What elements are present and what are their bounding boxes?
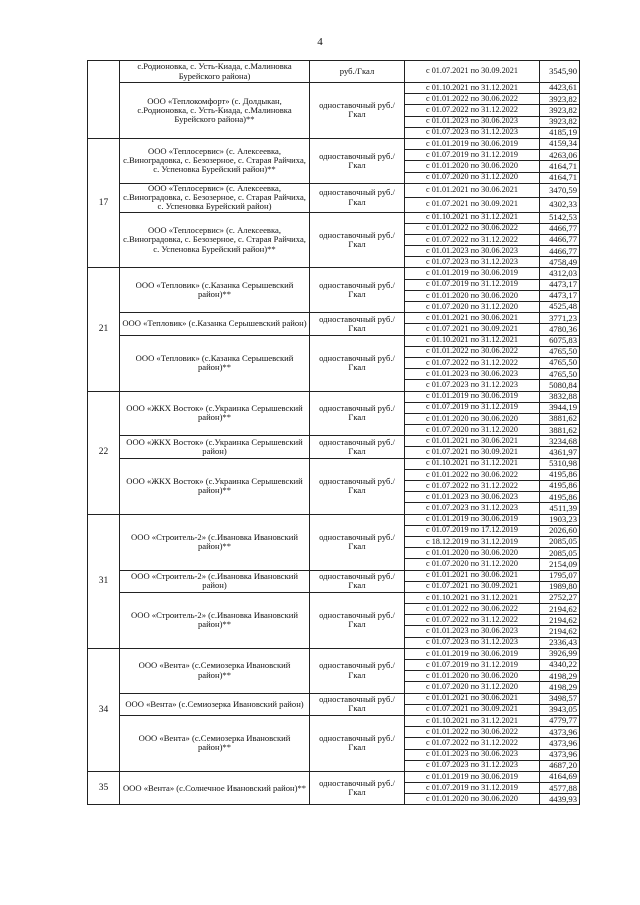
- tariff-value: 4195,86: [540, 469, 580, 480]
- tariff-type: одноставочный руб./Гкал: [310, 514, 405, 570]
- tariff-value: 4466,77: [540, 246, 580, 257]
- tariff-value: 4159,34: [540, 138, 580, 149]
- period: с 01.07.2023 по 31.12.2023: [405, 503, 540, 514]
- tariff-value: 2752,27: [540, 592, 580, 603]
- tariff-value: 3923,82: [540, 105, 580, 116]
- organization-name: ООО «ЖКХ Восток» (с.Украинка Серышевский район)**: [120, 458, 310, 514]
- tariff-value: 2085,05: [540, 548, 580, 559]
- table-row: [88, 335, 580, 346]
- tariff-value: 4185,19: [540, 127, 580, 138]
- table-row: [88, 693, 580, 704]
- tariff-value: 4765,50: [540, 369, 580, 380]
- period: с 01.07.2019 по 31.12.2019: [405, 783, 540, 794]
- organization-name: ООО «Вента» (с.Семиозерка Ивановский район)**: [120, 648, 310, 693]
- table-row: [88, 61, 580, 83]
- tariff-value: 2194,62: [540, 604, 580, 615]
- period: с 01.01.2023 по 30.06.2023: [405, 492, 540, 503]
- tariff-value: 3470,59: [540, 183, 580, 197]
- tariff-value: 3771,23: [540, 313, 580, 324]
- period: с 01.01.2019 по 30.06.2019: [405, 771, 540, 782]
- table-row: [88, 648, 580, 659]
- tariff-value: 3944,19: [540, 402, 580, 413]
- tariff-value: 1903,23: [540, 514, 580, 525]
- tariff-value: 4779,77: [540, 715, 580, 726]
- row-number: 35: [88, 771, 120, 805]
- organization-name: ООО «Теплосервис» (с. Алексеевка, с.Виноградовка, с. Безозерное, с. Старая Райчиха, с. Успеновка Бурейский район): [120, 183, 310, 212]
- tariff-value: 4302,33: [540, 198, 580, 212]
- table-row: [88, 83, 580, 94]
- page-number: 4: [317, 36, 323, 48]
- tariff-type: одноставочный руб./Гкал: [310, 391, 405, 436]
- tariff-value: 4466,77: [540, 223, 580, 234]
- tariff-type: одноставочный руб./Гкал: [310, 771, 405, 805]
- tariff-value: 4195,86: [540, 492, 580, 503]
- organization-name: с.Родионовка, с. Усть-Киада, с.Малиновка Бурейского района): [120, 61, 310, 83]
- tariff-value: 4263,06: [540, 150, 580, 161]
- period: с 01.01.2021 по 30.06.2021: [405, 570, 540, 581]
- tariff-value: 4780,36: [540, 324, 580, 335]
- organization-name: ООО «Тепловик» (с.Казанка Серышевский район): [120, 313, 310, 335]
- period: с 01.01.2023 по 30.06.2023: [405, 116, 540, 127]
- tariff-type: одноставочный руб./Гкал: [310, 715, 405, 771]
- period: с 01.07.2019 по 31.12.2019: [405, 279, 540, 290]
- tariff-value: 4164,69: [540, 771, 580, 782]
- table-row: [88, 212, 580, 223]
- tariff-type: одноставочный руб./Гкал: [310, 570, 405, 592]
- period: с 01.07.2020 по 31.12.2020: [405, 559, 540, 570]
- period: с 01.07.2022 по 31.12.2022: [405, 357, 540, 368]
- tariff-type: одноставочный руб./Гкал: [310, 212, 405, 268]
- tariff-value: 4577,88: [540, 783, 580, 794]
- period: с 01.07.2019 по 31.12.2019: [405, 150, 540, 161]
- period: с 01.10.2021 по 31.12.2021: [405, 335, 540, 346]
- organization-name: ООО «ЖКХ Восток» (с.Украинка Серышевский район)**: [120, 391, 310, 436]
- period: с 01.01.2023 по 30.06.2023: [405, 626, 540, 637]
- tariff-value: 4473,17: [540, 290, 580, 301]
- tariff-value: 4758,49: [540, 257, 580, 268]
- row-number: [88, 61, 120, 139]
- period: с 01.01.2019 по 30.06.2019: [405, 268, 540, 279]
- tariff-value: 2194,62: [540, 615, 580, 626]
- period: с 01.07.2022 по 31.12.2022: [405, 738, 540, 749]
- tariff-type: одноставочный руб./Гкал: [310, 183, 405, 212]
- period: с 01.01.2022 по 30.06.2022: [405, 346, 540, 357]
- period: с 01.01.2021 по 30.06.2021: [405, 693, 540, 704]
- period: с 01.07.2020 по 31.12.2020: [405, 682, 540, 693]
- period: с 01.07.2019 по 31.12.2019: [405, 660, 540, 671]
- tariff-value: 4164,71: [540, 161, 580, 172]
- tariff-type: одноставочный руб./Гкал: [310, 83, 405, 139]
- tariff-value: 4373,96: [540, 749, 580, 760]
- organization-name: ООО «Строитель-2» (с.Ивановка Ивановский район)**: [120, 514, 310, 570]
- table-row: [88, 592, 580, 603]
- period: с 01.01.2019 по 30.06.2019: [405, 391, 540, 402]
- row-number: 22: [88, 391, 120, 514]
- period: с 01.07.2020 по 31.12.2020: [405, 302, 540, 313]
- table-row: [88, 313, 580, 324]
- period: с 01.07.2021 по 30.09.2021: [405, 704, 540, 715]
- period: с 01.01.2021 по 30.06.2021: [405, 313, 540, 324]
- period: с 01.01.2019 по 30.06.2019: [405, 514, 540, 525]
- table-row: [88, 138, 580, 149]
- period: с 01.01.2022 по 30.06.2022: [405, 94, 540, 105]
- tariff-value: 3832,88: [540, 391, 580, 402]
- organization-name: ООО «Тепловик» (с.Казанка Серышевский район)**: [120, 335, 310, 391]
- period: с 01.01.2021 по 30.06.2021: [405, 183, 540, 197]
- organization-name: ООО «Теплосервис» (с. Алексеевка, с.Виноградовка, с. Безозерное, с. Старая Райчиха, с. Успеновка Бурейский район)**: [120, 212, 310, 268]
- organization-name: ООО «Вента» (с.Семиозерка Ивановский район): [120, 693, 310, 715]
- table-row: [88, 771, 580, 782]
- period: с 01.07.2019 по 17.12.2019: [405, 525, 540, 536]
- tariff-value: 1795,07: [540, 570, 580, 581]
- tariff-type: одноставочный руб./Гкал: [310, 138, 405, 183]
- table-row: [88, 514, 580, 525]
- period: с 01.01.2020 по 30.06.2020: [405, 161, 540, 172]
- tariff-value: 3923,82: [540, 116, 580, 127]
- tariff-type: одноставочный руб./Гкал: [310, 458, 405, 514]
- period: с 01.01.2022 по 30.06.2022: [405, 604, 540, 615]
- tariff-value: 3923,82: [540, 94, 580, 105]
- period: с 01.07.2023 по 31.12.2023: [405, 127, 540, 138]
- tariff-value: 1989,80: [540, 581, 580, 592]
- organization-name: ООО «Теплосервис» (с. Алексеевка, с.Виноградовка, с. Безозерное, с. Старая Райчиха, с. Успеновка Бурейский район)**: [120, 138, 310, 183]
- organization-name: ООО «Тепловик» (с.Казанка Серышевский район)**: [120, 268, 310, 313]
- tariff-value: 4340,22: [540, 660, 580, 671]
- tariff-value: 2194,62: [540, 626, 580, 637]
- tariff-type: одноставочный руб./Гкал: [310, 313, 405, 335]
- period: с 01.01.2019 по 30.06.2019: [405, 648, 540, 659]
- period: с 01.01.2020 по 30.06.2020: [405, 794, 540, 805]
- tariff-value: 4164,71: [540, 172, 580, 183]
- period: с 01.07.2023 по 31.12.2023: [405, 760, 540, 771]
- period: с 01.07.2023 по 31.12.2023: [405, 380, 540, 391]
- period: с 01.01.2022 по 30.06.2022: [405, 469, 540, 480]
- period: с 01.07.2021 по 30.09.2021: [405, 581, 540, 592]
- period: с 01.07.2020 по 31.12.2020: [405, 172, 540, 183]
- tariff-value: 4687,20: [540, 760, 580, 771]
- tariff-value: 4361,97: [540, 447, 580, 458]
- tariff-type: одноставочный руб./Гкал: [310, 693, 405, 715]
- period: с 01.07.2022 по 31.12.2022: [405, 234, 540, 245]
- table-row: [88, 183, 580, 197]
- tariff-value: 6075,83: [540, 335, 580, 346]
- tariff-value: 4765,50: [540, 346, 580, 357]
- tariff-value: 4373,96: [540, 738, 580, 749]
- period: с 01.07.2020 по 31.12.2020: [405, 425, 540, 436]
- period: с 01.07.2023 по 31.12.2023: [405, 637, 540, 648]
- tariff-value: 3881,62: [540, 425, 580, 436]
- tariff-value: 5080,84: [540, 380, 580, 391]
- period: с 18.12.2019 по 31.12.2019: [405, 536, 540, 547]
- row-number: 31: [88, 514, 120, 648]
- tariff-value: 3545,90: [540, 61, 580, 83]
- period: с 01.01.2020 по 30.06.2020: [405, 548, 540, 559]
- organization-name: ООО «Вента» (с.Солнечное Ивановский район)**: [120, 771, 310, 805]
- period: с 01.10.2021 по 31.12.2021: [405, 83, 540, 94]
- tariff-value: 2154,09: [540, 559, 580, 570]
- tariff-value: 4195,86: [540, 481, 580, 492]
- tariff-table: [87, 60, 580, 805]
- period: с 01.07.2022 по 31.12.2022: [405, 615, 540, 626]
- row-number: 21: [88, 268, 120, 391]
- period: с 01.01.2019 по 30.06.2019: [405, 138, 540, 149]
- period: с 01.07.2021 по 30.09.2021: [405, 198, 540, 212]
- period: с 01.01.2020 по 30.06.2020: [405, 671, 540, 682]
- tariff-value: 4525,48: [540, 302, 580, 313]
- tariff-value: 4198,29: [540, 671, 580, 682]
- period: с 01.01.2021 по 30.06.2021: [405, 436, 540, 447]
- period: с 01.01.2022 по 30.06.2022: [405, 727, 540, 738]
- tariff-value: 4198,29: [540, 682, 580, 693]
- organization-name: ООО «ЖКХ Восток» (с.Украинка Серышевский район): [120, 436, 310, 458]
- tariff-value: 4312,03: [540, 268, 580, 279]
- period: с 01.01.2023 по 30.06.2023: [405, 369, 540, 380]
- table-row: [88, 268, 580, 279]
- organization-name: ООО «Строитель-2» (с.Ивановка Ивановский район): [120, 570, 310, 592]
- organization-name: ООО «Теплокомфорт» (с. Долдыкан, с.Родионовка, с. Усть-Киада, с.Малиновка Бурейского района)**: [120, 83, 310, 139]
- period: с 01.07.2021 по 30.09.2021: [405, 61, 540, 83]
- period: с 01.01.2023 по 30.06.2023: [405, 246, 540, 257]
- tariff-value: 2085,05: [540, 536, 580, 547]
- tariff-type: руб./Гкал: [310, 61, 405, 83]
- tariff-value: 3943,05: [540, 704, 580, 715]
- period: с 01.10.2021 по 31.12.2021: [405, 212, 540, 223]
- period: с 01.07.2022 по 31.12.2022: [405, 481, 540, 492]
- table-row: [88, 715, 580, 726]
- table-row: [88, 436, 580, 447]
- row-number: 17: [88, 138, 120, 268]
- tariff-value: 3498,57: [540, 693, 580, 704]
- period: с 01.07.2021 по 30.09.2021: [405, 324, 540, 335]
- period: с 01.07.2021 по 30.09.2021: [405, 447, 540, 458]
- tariff-value: 3926,99: [540, 648, 580, 659]
- table-row: [88, 570, 580, 581]
- tariff-type: одноставочный руб./Гкал: [310, 436, 405, 458]
- organization-name: ООО «Строитель-2» (с.Ивановка Ивановский район)**: [120, 592, 310, 648]
- tariff-type: одноставочный руб./Гкал: [310, 268, 405, 313]
- tariff-type: одноставочный руб./Гкал: [310, 592, 405, 648]
- tariff-value: 4373,96: [540, 727, 580, 738]
- table-row: [88, 391, 580, 402]
- tariff-value: 4423,61: [540, 83, 580, 94]
- tariff-type: одноставочный руб./Гкал: [310, 648, 405, 693]
- period: с 01.01.2023 по 30.06.2023: [405, 749, 540, 760]
- period: с 01.10.2021 по 31.12.2021: [405, 715, 540, 726]
- tariff-value: 4511,39: [540, 503, 580, 514]
- tariff-value: 2336,43: [540, 637, 580, 648]
- tariff-value: 2026,60: [540, 525, 580, 536]
- tariff-type: одноставочный руб./Гкал: [310, 335, 405, 391]
- tariff-value: 4765,50: [540, 357, 580, 368]
- tariff-value: 4473,17: [540, 279, 580, 290]
- period: с 01.10.2021 по 31.12.2021: [405, 458, 540, 469]
- tariff-value: 4439,93: [540, 794, 580, 805]
- organization-name: ООО «Вента» (с.Семиозерка Ивановский район)**: [120, 715, 310, 771]
- tariff-value: 5310,98: [540, 458, 580, 469]
- table-row: [88, 458, 580, 469]
- period: с 01.07.2023 по 31.12.2023: [405, 257, 540, 268]
- row-number: 34: [88, 648, 120, 771]
- tariff-value: 5142,53: [540, 212, 580, 223]
- period: с 01.01.2020 по 30.06.2020: [405, 290, 540, 301]
- period: с 01.07.2019 по 31.12.2019: [405, 402, 540, 413]
- period: с 01.01.2020 по 30.06.2020: [405, 413, 540, 424]
- period: с 01.10.2021 по 31.12.2021: [405, 592, 540, 603]
- period: с 01.01.2022 по 30.06.2022: [405, 223, 540, 234]
- tariff-value: 4466,77: [540, 234, 580, 245]
- tariff-value: 3881,62: [540, 413, 580, 424]
- period: с 01.07.2022 по 31.12.2022: [405, 105, 540, 116]
- tariff-value: 3234,68: [540, 436, 580, 447]
